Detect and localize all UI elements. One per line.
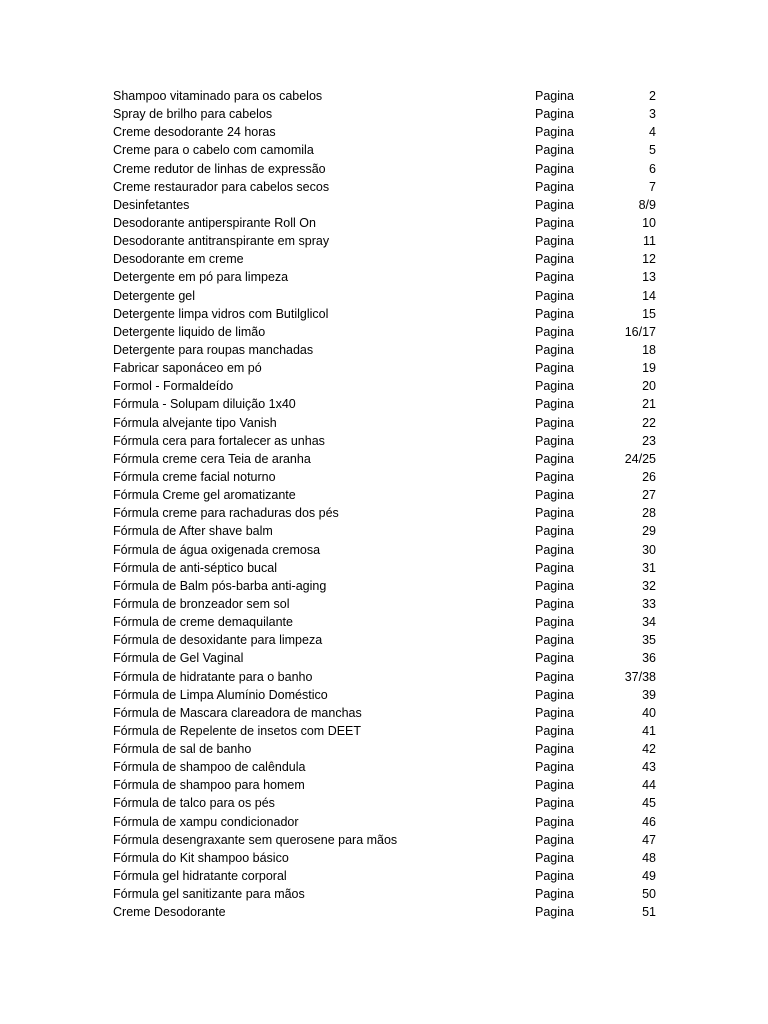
toc-page-label: Pagina: [535, 850, 574, 865]
toc-page-number: 13: [642, 270, 656, 285]
toc-row: [113, 577, 658, 595]
toc-row: [113, 287, 658, 305]
toc-page-number: 40: [642, 705, 656, 720]
toc-page-label: Pagina: [535, 596, 574, 611]
toc-row: [113, 395, 658, 413]
toc-row: [113, 87, 658, 105]
toc-entry-title: Fórmula de shampoo para homem: [113, 778, 305, 793]
toc-page-number: 42: [642, 742, 656, 757]
toc-page-number: 6: [649, 161, 656, 176]
toc-page-number: 2: [649, 89, 656, 103]
toc-entry-title: Creme redutor de linhas de expressão: [113, 161, 326, 176]
toc-entry-title: Fabricar saponáceo em pó: [113, 361, 262, 376]
toc-entry-title: Fórmula de xampu condicionador: [113, 814, 299, 829]
toc-row: [113, 414, 658, 432]
toc-entry-title: Fórmula de água oxigenada cremosa: [113, 542, 321, 557]
toc-page-label: Pagina: [535, 107, 574, 122]
toc-entry-title: Fórmula - Solupam diluição 1x40: [113, 397, 296, 412]
toc-row: [113, 867, 658, 885]
toc-page-label: Pagina: [535, 197, 574, 212]
toc-row: [113, 468, 658, 486]
toc-entry-title: Desodorante em creme: [113, 252, 244, 267]
toc-page-number: 31: [642, 560, 656, 575]
toc-entry-title: Detergente liquido de limão: [113, 324, 266, 339]
toc-page-number: 32: [642, 578, 656, 593]
toc-page-label: Pagina: [535, 723, 574, 738]
toc-row: [113, 885, 658, 903]
toc-page-number: 7: [649, 179, 656, 194]
toc-page-label: Pagina: [535, 796, 574, 811]
toc-page-number: 47: [642, 832, 656, 847]
toc-row: [113, 740, 658, 758]
toc-row: [113, 377, 658, 395]
toc-page-number: 37/38: [624, 669, 656, 684]
toc-entry-title: Desodorante antiperspirante Roll On: [113, 215, 316, 230]
toc-page-label: Pagina: [535, 669, 574, 684]
toc-page-number: 48: [642, 850, 656, 865]
toc-row: [113, 305, 658, 323]
toc-row: [113, 214, 658, 232]
toc-entry-title: Fórmula gel sanitizante para mãos: [113, 887, 305, 902]
toc-entry-title: Fórmula de Balm pós-barba anti-aging: [113, 578, 327, 593]
toc-row: [113, 758, 658, 776]
toc-page-label: Pagina: [535, 306, 574, 321]
toc-page-number: 24/25: [624, 451, 656, 466]
toc-page-label: Pagina: [535, 778, 574, 793]
toc-row: [113, 450, 658, 468]
toc-page-number: 27: [642, 488, 656, 503]
toc-row: [113, 432, 658, 450]
toc-page-number: 15: [642, 306, 656, 321]
toc-page-label: Pagina: [535, 143, 574, 158]
toc-page-label: Pagina: [535, 215, 574, 230]
toc-row: [113, 268, 658, 286]
toc-page-number: 51: [642, 905, 656, 920]
toc-page-label: Pagina: [535, 560, 574, 575]
toc-entry-title: Fórmula de shampoo de calêndula: [113, 760, 306, 775]
toc-page-number: 49: [642, 869, 656, 884]
toc-row: [113, 178, 658, 196]
toc-entry-title: Fórmula desengraxante sem querosene para mãos: [113, 832, 398, 847]
toc-entry-title: Formol - Formaldeído: [113, 379, 234, 394]
toc-page-label: Pagina: [535, 179, 574, 194]
toc-page-label: Pagina: [535, 415, 574, 430]
toc-page-number: 11: [643, 234, 656, 249]
toc-entry-title: Fórmula de talco para os pés: [113, 796, 275, 811]
toc-entry-title: Detergente em pó para limpeza: [113, 270, 289, 285]
toc-page-number: 39: [642, 687, 656, 702]
toc-page-label: Pagina: [535, 342, 574, 357]
toc-row: [113, 232, 658, 250]
toc-page-label: Pagina: [535, 433, 574, 448]
toc-entry-title: Fórmula de sal de banho: [113, 742, 252, 757]
toc-row: [113, 250, 658, 268]
toc-entry-title: Creme para o cabelo com camomila: [113, 143, 314, 158]
toc-row: [113, 831, 658, 849]
toc-page-number: 21: [642, 397, 656, 412]
toc-entry-title: Spray de brilho para cabelos: [113, 107, 273, 122]
toc-row: [113, 631, 658, 649]
toc-entry-title: Fórmula creme cera Teia de aranha: [113, 451, 311, 466]
toc-page-label: Pagina: [535, 234, 574, 249]
toc-row: [113, 849, 658, 867]
table-of-contents: [113, 87, 658, 921]
toc-row: [113, 595, 658, 613]
toc-row: [113, 668, 658, 686]
toc-page-label: Pagina: [535, 633, 574, 648]
toc-entry-title: Fórmula creme facial noturno: [113, 469, 276, 484]
toc-page-number: 20: [642, 379, 656, 394]
toc-row: [113, 341, 658, 359]
toc-page-number: 44: [642, 778, 656, 793]
toc-entry-title: Fórmula de hidratante para o banho: [113, 669, 313, 684]
toc-page-number: 5: [649, 143, 656, 158]
toc-page-label: Pagina: [535, 887, 574, 902]
toc-page-label: Pagina: [535, 125, 574, 140]
toc-row: [113, 522, 658, 540]
toc-page-label: Pagina: [535, 814, 574, 829]
toc-entry-title: Fórmula gel hidratante corporal: [113, 869, 287, 884]
toc-page-number: 19: [642, 361, 656, 376]
toc-page-label: Pagina: [535, 742, 574, 757]
toc-row: [113, 504, 658, 522]
toc-page-label: Pagina: [535, 469, 574, 484]
toc-entry-title: Fórmula de Limpa Alumínio Doméstico: [113, 687, 328, 702]
toc-page-number: 29: [642, 524, 656, 539]
toc-page-number: 4: [649, 125, 656, 140]
toc-entry-title: Fórmula de bronzeador sem sol: [113, 596, 290, 611]
toc-row: [113, 105, 658, 123]
toc-page-label: Pagina: [535, 288, 574, 303]
toc-row: [113, 813, 658, 831]
toc-entry-title: Detergente para roupas manchadas: [113, 342, 314, 357]
toc-entry-title: Fórmula de anti-séptico bucal: [113, 560, 277, 575]
toc-page-number: 3: [649, 107, 656, 122]
toc-page-number: 10: [642, 215, 656, 230]
toc-page-label: Pagina: [535, 832, 574, 847]
toc-page-number: 18: [642, 342, 656, 357]
toc-page-label: Pagina: [535, 651, 574, 666]
toc-page-number: 50: [642, 887, 656, 902]
toc-page-label: Pagina: [535, 397, 574, 412]
toc-entry-title: Fórmula de creme demaquilante: [113, 615, 293, 630]
toc-page-number: 35: [642, 633, 656, 648]
toc-row: [113, 141, 658, 159]
toc-entry-title: Fórmula cera para fortalecer as unhas: [113, 433, 325, 448]
toc-page-label: Pagina: [535, 161, 574, 176]
toc-page-number: 14: [642, 288, 656, 303]
toc-page-label: Pagina: [535, 542, 574, 557]
toc-page-label: Pagina: [535, 524, 574, 539]
toc-row: [113, 196, 658, 214]
toc-page-number: 36: [642, 651, 656, 666]
toc-entry-title: Fórmula Creme gel aromatizante: [113, 488, 296, 503]
toc-page-label: Pagina: [535, 488, 574, 503]
toc-page-number: 43: [642, 760, 656, 775]
toc-row: [113, 486, 658, 504]
toc-entry-title: Desinfetantes: [113, 197, 190, 212]
toc-page-number: 12: [642, 252, 656, 267]
toc-page-label: Pagina: [535, 379, 574, 394]
toc-page-label: Pagina: [535, 361, 574, 376]
toc-page-number: 34: [642, 615, 656, 630]
toc-page-number: 30: [642, 542, 656, 557]
toc-entry-title: Fórmula do Kit shampoo básico: [113, 850, 289, 865]
toc-page-number: 8/9: [638, 197, 656, 212]
toc-row: [113, 649, 658, 667]
toc-entry-title: Desodorante antitranspirante em spray: [113, 234, 330, 249]
toc-entry-title: Detergente limpa vidros com Butilglicol: [113, 306, 329, 321]
toc-row: [113, 794, 658, 812]
toc-row: [113, 686, 658, 704]
toc-page-label: Pagina: [535, 270, 574, 285]
toc-page-label: Pagina: [535, 252, 574, 267]
toc-entry-title: Fórmula de desoxidante para limpeza: [113, 633, 323, 648]
toc-page-number: 46: [642, 814, 656, 829]
toc-page-number: 45: [642, 796, 656, 811]
toc-row: [113, 160, 658, 178]
toc-row: [113, 776, 658, 794]
toc-page-label: Pagina: [535, 324, 574, 339]
toc-page-number: 26: [642, 469, 656, 484]
toc-entry-title: Shampoo vitaminado para os cabelos: [113, 89, 323, 103]
toc-page-label: Pagina: [535, 506, 574, 521]
toc-entry-title: Fórmula de Repelente de insetos com DEET: [113, 723, 362, 738]
toc-row: [113, 559, 658, 577]
toc-page-number: 23: [642, 433, 656, 448]
toc-row: [113, 722, 658, 740]
toc-entry-title: Creme Desodorante: [113, 905, 226, 920]
toc-page-label: Pagina: [535, 905, 574, 920]
toc-row: [113, 123, 658, 141]
toc-page-label: Pagina: [535, 705, 574, 720]
toc-page-number: 41: [642, 723, 656, 738]
toc-entry-title: Creme restaurador para cabelos secos: [113, 179, 330, 194]
toc-row: [113, 541, 658, 559]
toc-page-number: 16/17: [624, 324, 656, 339]
toc-page-number: 22: [642, 415, 656, 430]
toc-page-label: Pagina: [535, 89, 574, 103]
toc-entry-title: Detergente gel: [113, 288, 196, 303]
toc-page-label: Pagina: [535, 451, 574, 466]
toc-page-label: Pagina: [535, 615, 574, 630]
toc-entry-title: Creme desodorante 24 horas: [113, 125, 276, 140]
toc-entry-title: Fórmula de Mascara clareadora de manchas: [113, 705, 362, 720]
toc-row: [113, 323, 658, 341]
toc-page-label: Pagina: [535, 760, 574, 775]
toc-page-label: Pagina: [535, 869, 574, 884]
toc-entry-title: Fórmula de Gel Vaginal: [113, 651, 244, 666]
toc-row: [113, 359, 658, 377]
toc-entry-title: Fórmula de After shave balm: [113, 524, 273, 539]
toc-page-number: 33: [642, 596, 656, 611]
toc-page-number: 28: [642, 506, 656, 521]
toc-page-label: Pagina: [535, 687, 574, 702]
toc-entry-title: Fórmula alvejante tipo Vanish: [113, 415, 277, 430]
toc-entry-title: Fórmula creme para rachaduras dos pés: [113, 506, 339, 521]
toc-row: [113, 704, 658, 722]
toc-row: [113, 613, 658, 631]
toc-row: [113, 903, 658, 921]
toc-page-label: Pagina: [535, 578, 574, 593]
